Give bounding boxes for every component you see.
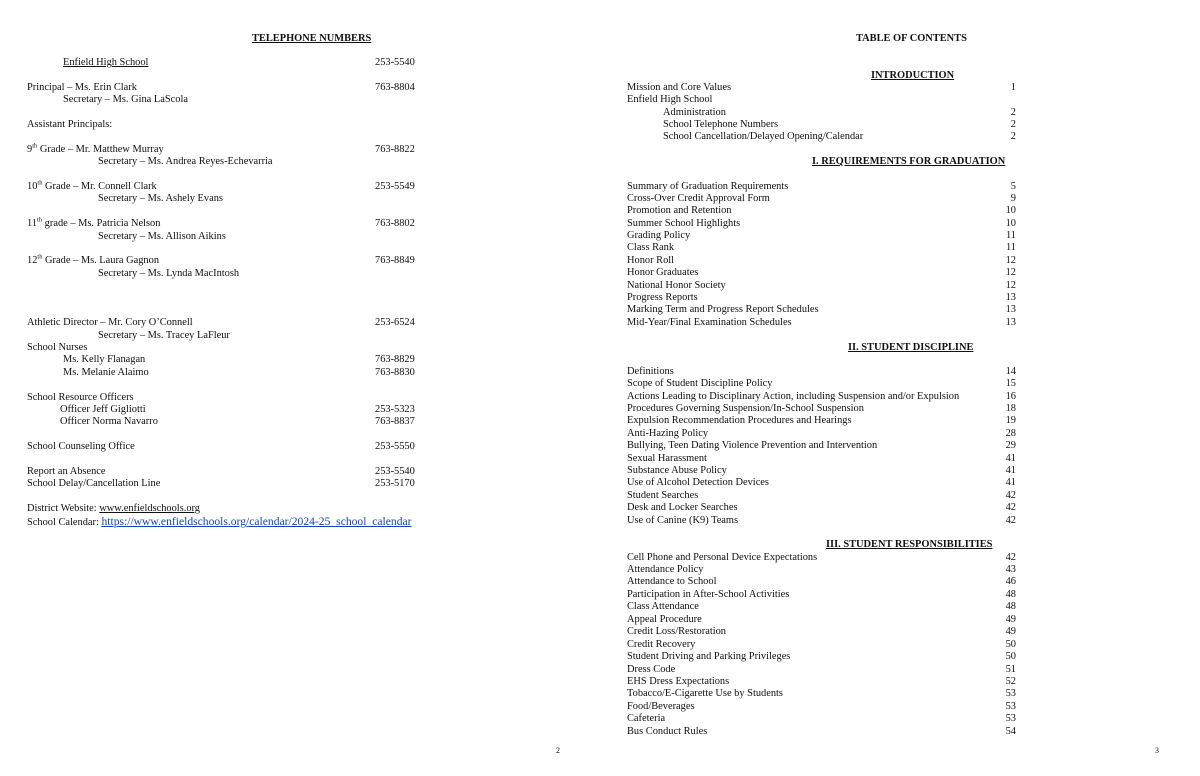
toc-entry[interactable]: Credit Recovery [627,639,696,650]
toc-entry[interactable]: School Telephone Numbers [663,119,779,130]
toc-entry[interactable]: Use of Alcohol Detection Devices [627,477,769,488]
nurses-label: School Nurses [27,342,88,353]
absence-phone: 253-5540 [375,466,415,477]
toc-page-number: 19 [1005,415,1016,426]
sro-officer-2: Officer Norma Navarro [60,416,158,427]
toc-entry[interactable]: Mid-Year/Final Examination Schedules [627,317,792,328]
school-phone: 253-5540 [375,57,415,68]
toc-page-number: 11 [1005,242,1016,253]
toc-page-number: 53 [1005,713,1016,724]
toc-entry[interactable]: Sexual Harassment [627,453,707,464]
toc-entry[interactable]: Bus Conduct Rules [627,726,708,737]
toc-entry[interactable]: Expulsion Recommendation Procedures and Hearings [627,415,852,426]
toc-entry[interactable]: Honor Graduates [627,267,699,278]
toc-page-number: 42 [1005,502,1016,513]
toc-page-number: 54 [1005,726,1016,737]
toc-page-number: 46 [1005,576,1016,587]
toc-page-number: 52 [1005,676,1016,687]
athletic-secretary: Secretary – Ms. Tracey LaFleur [98,330,230,341]
toc-entry[interactable]: Promotion and Retention [627,205,732,216]
toc-page-number: 18 [1005,403,1016,414]
toc-page-number: 48 [1005,589,1016,600]
toc-page-number: 12 [1005,267,1016,278]
toc-entry[interactable]: Summary of Graduation Requirements [627,181,789,192]
toc-page-number: 42 [1005,515,1016,526]
toc-page-number: 43 [1005,564,1016,575]
principal-secretary: Secretary – Ms. Gina LaScola [63,94,188,105]
sro-officer-1: Officer Jeff Gigliotti [60,404,146,415]
grade9-secretary: Secretary – Ms. Andrea Reyes-Echevarria [98,156,273,167]
toc-page-number: 16 [1005,391,1016,402]
toc-entry[interactable]: Credit Loss/Restoration [627,626,726,637]
toc-entry[interactable]: Appeal Procedure [627,614,702,625]
toc-page-number: 49 [1005,626,1016,637]
toc-page-number: 48 [1005,601,1016,612]
toc-entry[interactable]: Marking Term and Progress Report Schedules [627,304,819,315]
grade10-phone: 253-5549 [375,181,415,192]
toc-entry[interactable]: Class Attendance [627,601,699,612]
page-number-right: 3 [1155,746,1159,755]
toc-page-number: 9 [1010,193,1016,204]
delay-phone: 253-5170 [375,478,415,489]
toc-entry[interactable]: Anti-Hazing Policy [627,428,709,439]
toc-entry[interactable]: Substance Abuse Policy [627,465,727,476]
toc-page-number: 13 [1005,317,1016,328]
grade12-secretary: Secretary – Ms. Lynda MacIntosh [98,268,240,279]
nurse-1: Ms. Kelly Flanagan [63,354,146,365]
toc-page-number: 42 [1005,490,1016,501]
toc-page-number: 13 [1005,304,1016,315]
toc-entry[interactable]: Use of Canine (K9) Teams [627,515,739,526]
toc-entry[interactable]: Grading Policy [627,230,691,241]
sro-officer-1-phone: 253-5323 [375,404,415,415]
grade11-label: 11th grade – Ms. Patricia Nelson [27,216,161,229]
toc-page-number: 5 [1010,181,1016,192]
toc-entry[interactable]: Enfield High School [627,94,713,105]
school-calendar [27,516,412,529]
grade9-phone: 763-8822 [375,144,415,155]
toc-entry[interactable]: Class Rank [627,242,675,253]
toc-entry[interactable]: Actions Leading to Disciplinary Action, including Suspension and/or Expulsion [627,391,960,402]
toc-section-1-title: I. REQUIREMENTS FOR GRADUATION [812,156,1006,167]
assistant-principals-label: Assistant Principals: [27,119,113,130]
toc-page-number: 14 [1005,366,1016,377]
principal-phone: 763-8804 [375,82,415,93]
grade11-secretary: Secretary – Ms. Allison Aikins [98,231,226,242]
toc-introduction-title: INTRODUCTION [871,70,955,81]
toc-page-number: 12 [1005,255,1016,266]
toc-entry[interactable]: Summer School Highlights [627,218,741,229]
grade12-label: 12th Grade – Ms. Laura Gagnon [27,253,160,266]
toc-page-number: 53 [1005,688,1016,699]
sro-label: School Resource Officers [27,392,134,403]
absence-label: Report an Absence [27,466,106,477]
toc-entry[interactable]: Participation in After-School Activities [627,589,790,600]
toc-entry[interactable]: EHS Dress Expectations [627,676,730,687]
toc-entry[interactable]: Student Searches [627,490,699,501]
toc-page-number: 15 [1005,378,1016,389]
school-calendar-label: School Calendar: [27,517,102,528]
toc-entry[interactable]: Administration [663,107,726,118]
nurse-2-phone: 763-8830 [375,367,415,378]
toc-entry[interactable]: Dress Code [627,664,676,675]
district-website-label: District Website: [27,503,100,514]
toc-entry[interactable]: Food/Beverages [627,701,695,712]
toc-entry[interactable]: Tobacco/E-Cigarette Use by Students [627,688,783,699]
toc-page-number: 2 [1010,107,1016,118]
telephone-title: TELEPHONE NUMBERS [252,33,372,44]
district-website [27,503,200,515]
toc-page-number: 2 [1010,131,1016,142]
athletic-director-phone: 253-6524 [375,317,415,328]
toc-page-number: 49 [1005,614,1016,625]
toc-page-number: 1 [1010,82,1016,93]
toc-page-number: 10 [1005,205,1016,216]
toc-page-number: 41 [1005,465,1016,476]
nurse-1-phone: 763-8829 [375,354,415,365]
toc-entry[interactable]: Cafeteria [627,713,666,724]
toc-page-number: 28 [1005,428,1016,439]
toc-entry[interactable]: Student Driving and Parking Privileges [627,651,791,662]
toc-entry[interactable]: Cell Phone and Personal Device Expectations [627,552,818,563]
grade9-label: 9th Grade – Mr. Matthew Murray [27,142,164,155]
toc-entry[interactable]: School Cancellation/Delayed Opening/Calendar [663,131,864,142]
toc-title: TABLE OF CONTENTS [856,33,967,44]
toc-page-number: 2 [1010,119,1016,130]
toc-page-number: 51 [1005,664,1016,675]
counseling-phone: 253-5550 [375,441,415,452]
grade12-phone: 763-8849 [375,255,415,266]
toc-entry[interactable]: Attendance to School [627,576,717,587]
toc-page-number: 42 [1005,552,1016,563]
toc-page-number: 50 [1005,651,1016,662]
toc-entry[interactable]: Attendance Policy [627,564,704,575]
toc-entry[interactable]: Desk and Locker Searches [627,502,738,513]
grade11-phone: 763-8802 [375,218,415,229]
school-calendar-link[interactable]: https://www.enfieldschools.org/calendar/2024-25_school_calendar [101,515,412,528]
grade10-secretary: Secretary – Ms. Ashely Evans [98,193,223,204]
toc-page-number: 13 [1005,292,1016,303]
toc-entry[interactable]: Cross-Over Credit Approval Form [627,193,770,204]
nurse-2: Ms. Melanie Alaimo [63,367,149,378]
grade10-label: 10th Grade – Mr. Connell Clark [27,179,157,192]
toc-page-number: 53 [1005,701,1016,712]
toc-page-number: 11 [1005,230,1016,241]
toc-page-number: 50 [1005,639,1016,650]
toc-entry[interactable]: Definitions [627,366,674,377]
toc-entry[interactable]: National Honor Society [627,280,726,291]
toc-entry[interactable]: Mission and Core Values [627,82,731,93]
page-number-left: 2 [556,746,560,755]
toc-entry[interactable]: Bullying, Teen Dating Violence Prevention and Intervention [627,440,878,451]
school-name: Enfield High School [63,57,149,68]
athletic-director-label: Athletic Director – Mr. Cory O’Connell [27,317,193,328]
toc-entry[interactable]: Scope of Student Discipline Policy [627,378,773,389]
sro-officer-2-phone: 763-8837 [375,416,415,427]
toc-section-2-title: II. STUDENT DISCIPLINE [848,342,974,353]
toc-page-number: 10 [1005,218,1016,229]
toc-section-3-title: III. STUDENT RESPONSIBILITIES [826,539,993,550]
toc-entry[interactable]: Procedures Governing Suspension/In-School Suspension [627,403,864,414]
toc-entry[interactable]: Progress Reports [627,292,698,303]
toc-page-number: 29 [1005,440,1016,451]
toc-page-number: 12 [1005,280,1016,291]
toc-entry[interactable]: Honor Roll [627,255,675,266]
counseling-label: School Counseling Office [27,441,135,452]
principal-label: Principal – Ms. Erin Clark [27,82,137,93]
toc-page-number: 41 [1005,477,1016,488]
district-website-link[interactable]: www.enfieldschools.org [99,503,200,514]
delay-label: School Delay/Cancellation Line [27,478,161,489]
toc-page-number: 41 [1005,453,1016,464]
